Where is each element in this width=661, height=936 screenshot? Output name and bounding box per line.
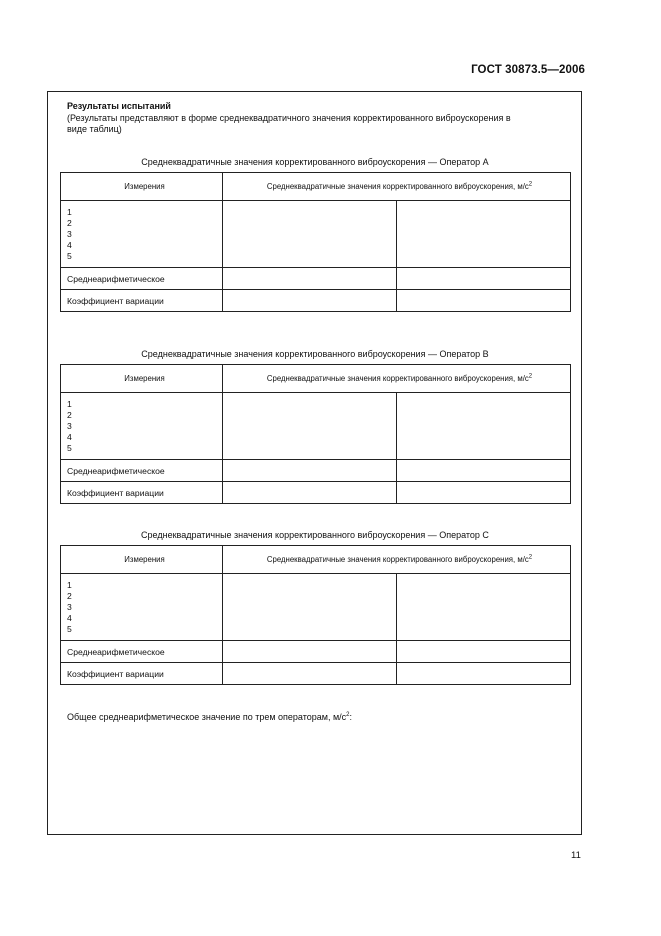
measurement-number: 2 (67, 217, 72, 228)
measurement-number: 3 (67, 228, 72, 239)
measurement-numbers (61, 574, 223, 641)
section-note-line1: (Результаты представляют в форме среднеквадратичного значения корректированного виброускорения в (67, 112, 511, 123)
value-cell[interactable] (397, 460, 571, 482)
overall-mean-suffix: : (349, 712, 353, 722)
measurement-number: 4 (67, 239, 72, 250)
header-values-text: Среднеквадратичные значения корректированного виброускорения, м/с (266, 374, 529, 383)
measurement-number: 2 (67, 409, 72, 420)
mean-label: Среднеарифметическое (61, 268, 223, 290)
value-cell[interactable] (397, 201, 571, 268)
results-table-operator-b (60, 364, 571, 504)
measurement-number: 2 (67, 590, 72, 601)
value-cell[interactable] (397, 574, 571, 641)
results-table-operator-a (60, 172, 571, 312)
measurements-row (61, 574, 571, 641)
header-values (223, 173, 571, 201)
mean-label: Среднеарифметическое (61, 641, 223, 663)
overall-mean-text: Общее среднеарифметическое значение по трем операторам, м/с (67, 712, 347, 722)
table-caption-operator-a: Среднеквадратичные значения корректированного виброускорения — Оператор A (141, 157, 489, 167)
value-cell[interactable] (397, 482, 571, 504)
value-cell[interactable] (223, 201, 397, 268)
cv-row (61, 482, 571, 504)
table-header-row (61, 173, 571, 201)
cv-label: Коэффициент вариации (61, 482, 223, 504)
value-cell[interactable] (397, 290, 571, 312)
cv-label: Коэффициент вариации (61, 663, 223, 685)
header-values-text: Среднеквадратичные значения корректированного виброускорения, м/с (266, 555, 529, 564)
unit-exponent: 2 (346, 712, 350, 718)
measurement-number: 4 (67, 612, 72, 623)
cv-row (61, 290, 571, 312)
value-cell[interactable] (223, 290, 397, 312)
cv-label: Коэффициент вариации (61, 290, 223, 312)
intro-block (67, 101, 572, 136)
value-cell[interactable] (223, 460, 397, 482)
mean-label: Среднеарифметическое (61, 460, 223, 482)
document-header: ГОСТ 30873.5—2006 (471, 64, 585, 76)
table-header-row (61, 365, 571, 393)
value-cell[interactable] (223, 482, 397, 504)
page-number: 11 (571, 850, 581, 861)
header-values-text: Среднеквадратичные значения корректированного виброускорения, м/с (266, 182, 529, 191)
mean-row (61, 268, 571, 290)
value-cell[interactable] (223, 641, 397, 663)
measurement-number: 1 (67, 398, 72, 409)
cv-row (61, 663, 571, 685)
mean-row (61, 641, 571, 663)
section-title: Результаты испытаний (67, 101, 171, 111)
measurement-number: 3 (67, 420, 72, 431)
unit-exponent: 2 (528, 373, 533, 380)
value-cell[interactable] (397, 268, 571, 290)
value-cell[interactable] (397, 663, 571, 685)
measurement-number: 5 (67, 623, 72, 634)
measurements-row (61, 393, 571, 460)
measurement-number: 5 (67, 442, 72, 453)
measurement-number: 1 (67, 579, 72, 590)
table-caption-operator-b: Среднеквадратичные значения корректированного виброускорения — Оператор B (141, 349, 489, 359)
measurements-row (61, 201, 571, 268)
value-cell[interactable] (223, 663, 397, 685)
header-measurements: Измерения (61, 173, 223, 201)
measurement-numbers (61, 201, 223, 268)
measurement-numbers (61, 393, 223, 460)
section-note-line2: виде таблиц) (67, 124, 122, 134)
value-cell[interactable] (397, 393, 571, 460)
measurement-number: 3 (67, 601, 72, 612)
value-cell[interactable] (223, 268, 397, 290)
overall-mean-label (67, 712, 352, 722)
value-cell[interactable] (223, 393, 397, 460)
measurement-number: 1 (67, 206, 72, 217)
measurement-number: 4 (67, 431, 72, 442)
header-values (223, 546, 571, 574)
value-cell[interactable] (397, 641, 571, 663)
table-caption-operator-c: Среднеквадратичные значения корректированного виброускорения — Оператор C (141, 530, 489, 540)
header-values (223, 365, 571, 393)
table-header-row (61, 546, 571, 574)
mean-row (61, 460, 571, 482)
unit-exponent: 2 (528, 181, 533, 188)
measurement-number: 5 (67, 250, 72, 261)
header-measurements: Измерения (61, 365, 223, 393)
results-table-operator-c (60, 545, 571, 685)
unit-exponent: 2 (528, 554, 533, 561)
value-cell[interactable] (223, 574, 397, 641)
header-measurements: Измерения (61, 546, 223, 574)
